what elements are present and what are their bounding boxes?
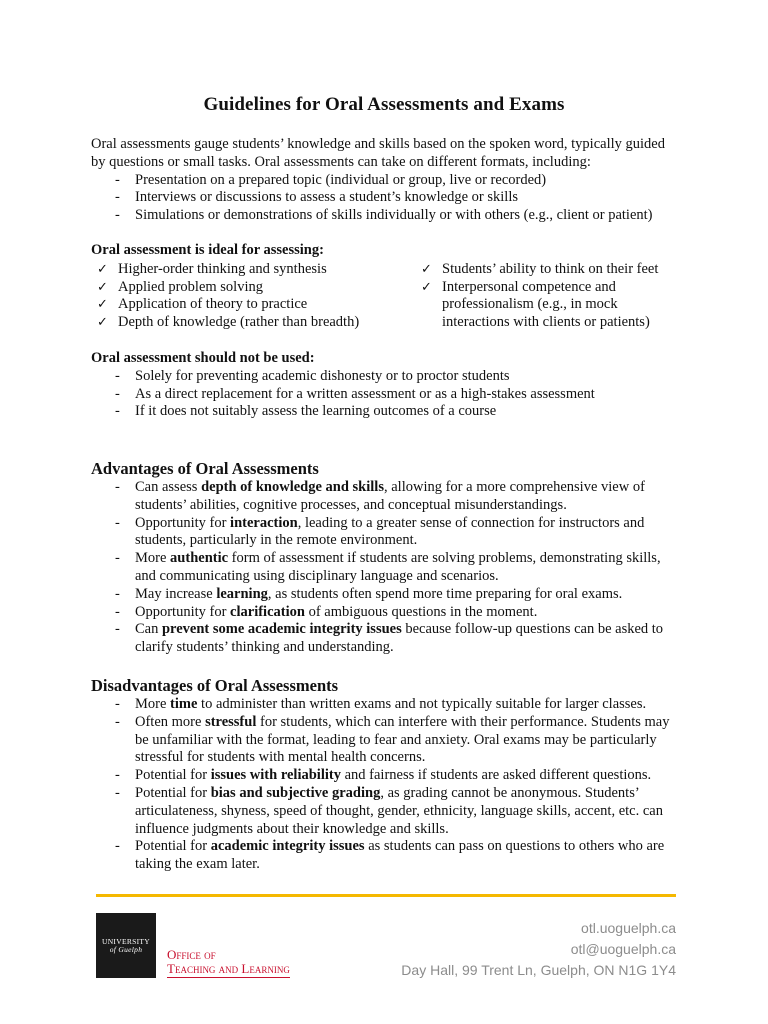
university-logo	[96, 913, 156, 978]
checkmark-icon: ✓	[421, 261, 432, 277]
intro-paragraph: Oral assessments gauge students’ knowledge and skills based on the spoken word, typically guided by questions or small tasks. Oral assessments can take on different formats, including:	[91, 136, 665, 170]
ideal-heading: Oral assessment is ideal for assessing:	[91, 242, 324, 258]
list-item: ✓ Application of theory to practice	[97, 296, 308, 313]
office-wordmark	[167, 948, 290, 978]
disadvantages-heading: Disadvantages of Oral Assessments	[91, 676, 339, 695]
office-of-text: Office of	[167, 947, 216, 962]
intro-section	[91, 136, 683, 225]
list-item: - Potential for academic integrity issues as students can pass on questions to others who are taking the exam later.	[91, 838, 683, 874]
advantages-heading: Advantages of Oral Assessments	[91, 459, 319, 478]
checkmark-icon: ✓	[97, 315, 108, 331]
list-item: - Opportunity for interaction, leading to a greater sense of connection for instructors and students, particularly in the remote environment.	[91, 515, 683, 551]
checkmark-icon: ✓	[97, 261, 108, 277]
website-link[interactable]: otl.uoguelph.ca	[581, 920, 676, 936]
list-item: ✓ Students’ ability to think on their feet	[421, 260, 659, 277]
not-used-section	[91, 350, 683, 421]
disadvantages-section	[91, 676, 683, 874]
list-item: - May increase learning, as students often spend more time preparing for oral exams.	[91, 586, 683, 604]
checklist-column-2	[415, 261, 683, 332]
list-item: ✓ Applied problem solving	[97, 278, 263, 295]
disadvantages-list	[91, 696, 683, 874]
list-item: - More time to administer than written exams and not typically suitable for larger classes.	[91, 696, 683, 714]
list-item: ✓ Depth of knowledge (rather than breadth)	[97, 314, 360, 331]
not-used-list	[91, 368, 683, 421]
list-item: - Interviews or discussions to assess a student’s knowledge or skills	[91, 189, 683, 207]
logo-text: UNIVERSITY	[102, 936, 150, 946]
list-item: - Presentation on a prepared topic (individual or group, live or recorded)	[91, 172, 683, 190]
list-item: - Simulations or demonstrations of skills individually or with others (e.g., client or patient)	[91, 207, 683, 225]
office-name-text: Teaching and Learning	[167, 961, 290, 976]
list-item: - Potential for bias and subjective grading, as grading cannot be anonymous. Students’ articulateness, shyness, speed of thought, gender, ethnicity, language skills, accent, etc. can influence judgments about their knowledge and skills.	[91, 785, 683, 838]
list-item: - More authentic form of assessment if students are solving problems, demonstrating skills, and communicating using disciplinary language and scenarios.	[91, 550, 683, 586]
list-item: ✓ Interpersonal competence and professionalism (e.g., in mock interactions with clients or patients)	[421, 278, 650, 331]
checkmark-icon: ✓	[421, 279, 432, 295]
list-item: ✓ Higher-order thinking and synthesis	[97, 260, 327, 277]
checkmark-icon: ✓	[97, 297, 108, 313]
email-link[interactable]: otl@uoguelph.ca	[570, 941, 676, 957]
ideal-checklist	[91, 261, 683, 332]
page-title: Guidelines for Oral Assessments and Exams	[203, 94, 565, 115]
footer-divider	[96, 894, 676, 897]
address-text: Day Hall, 99 Trent Ln, Guelph, ON N1G 1Y4	[401, 962, 676, 978]
checklist-column-1	[91, 261, 415, 332]
list-item: - Can assess depth of knowledge and skills, allowing for a more comprehensive view of students’ abilities, cognitive processes, and conceptual misunderstandings.	[91, 479, 683, 515]
advantages-section	[91, 459, 683, 657]
logo-text: of Guelph	[109, 944, 143, 954]
list-item: - Solely for preventing academic dishonesty or to proctor students	[91, 368, 683, 386]
advantages-list	[91, 479, 683, 657]
list-item: - Potential for issues with reliability and fairness if students are asked different questions.	[91, 767, 683, 785]
not-used-heading: Oral assessment should not be used:	[91, 350, 315, 366]
formats-list	[91, 172, 683, 225]
list-item: - As a direct replacement for a written assessment or as a high-stakes assessment	[91, 386, 683, 404]
list-item: - Often more stressful for students, which can interfere with their performance. Students may be unfamiliar with the format, leading to fear and anxiety. Oral exams may be particularly stressful for students with mental health concerns.	[91, 714, 683, 767]
contact-info	[401, 918, 676, 981]
list-item: - Can prevent some academic integrity issues because follow-up questions can be asked to clarify students’ thinking and understanding.	[91, 621, 683, 657]
ideal-section	[91, 242, 683, 332]
list-item: - Opportunity for clarification of ambiguous questions in the moment.	[91, 604, 683, 622]
checkmark-icon: ✓	[97, 279, 108, 295]
list-item: - If it does not suitably assess the learning outcomes of a course	[91, 403, 683, 421]
